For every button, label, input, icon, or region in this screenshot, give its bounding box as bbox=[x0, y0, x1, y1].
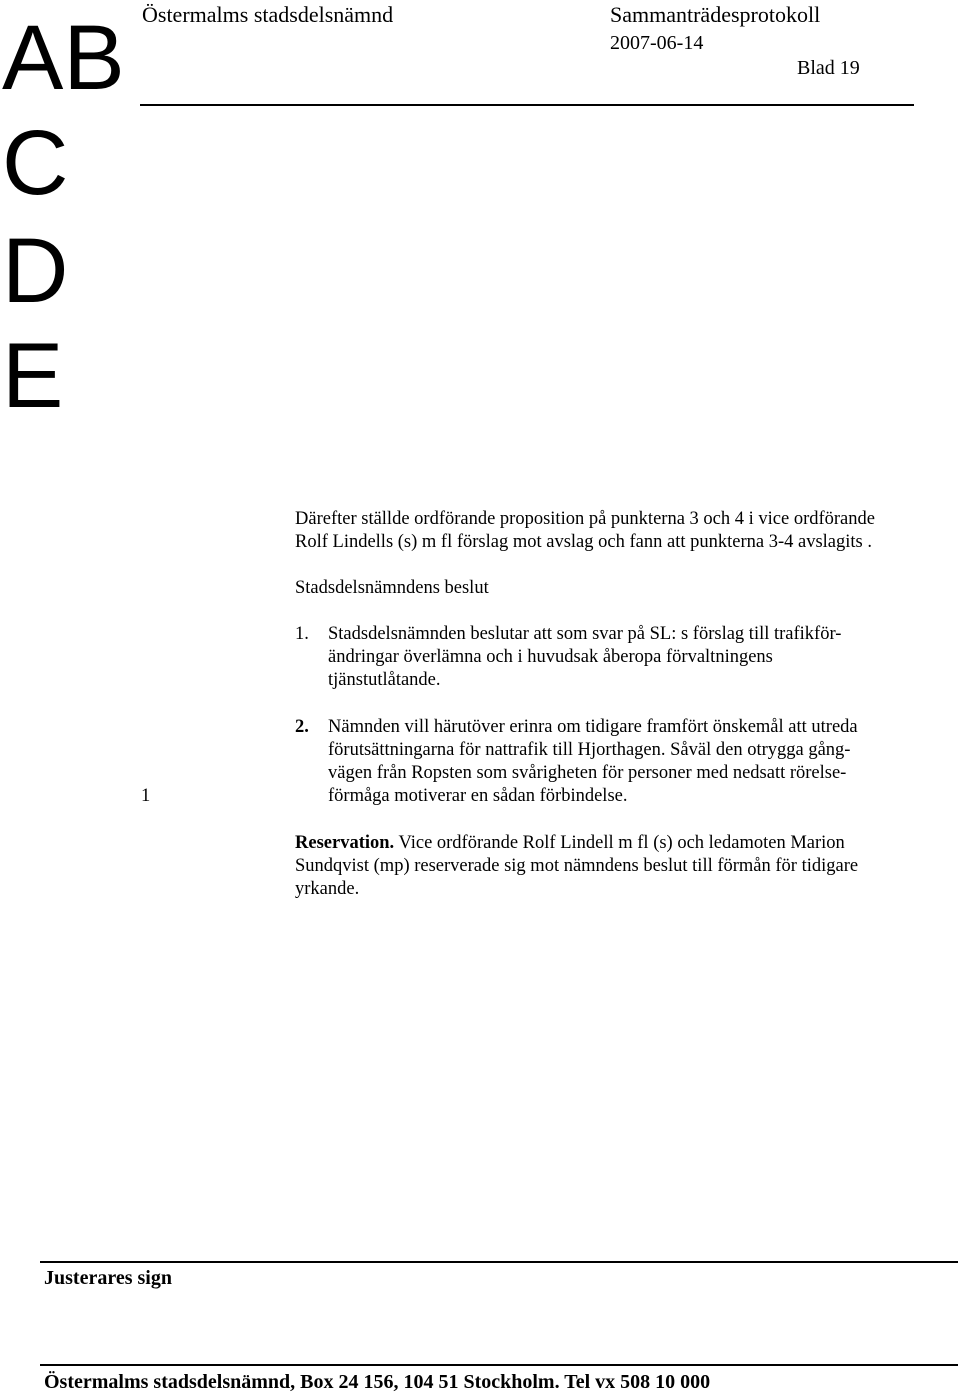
footer-sign-rule bbox=[40, 1261, 958, 1263]
decision-item-2-line-2: förutsättningarna för nattrafik till Hjorthagen. Såväl den otrygga gång- bbox=[328, 740, 851, 760]
decision-item-2 bbox=[295, 716, 915, 808]
decision-item-1-line-1: Stadsdelsnämnden beslutar att som svar på SL: s förslag till trafikför- bbox=[328, 624, 842, 644]
decision-item-1-line-3: tjänstutlåtande. bbox=[328, 670, 441, 690]
footer-address: Östermalms stadsdelsnämnd, Box 24 156, 104 51 Stockholm. Tel vx 508 10 000 bbox=[44, 1371, 711, 1393]
reservation-label: Reservation. bbox=[295, 833, 395, 853]
intro-line-1: Därefter ställde ordförande proposition på punkterna 3 och 4 i vice ordförande bbox=[295, 509, 875, 529]
decision-item-2-line-1: Nämnden vill härutöver erinra om tidigare framfört önskemål att utreda bbox=[328, 717, 858, 737]
header-organization: Östermalms stadsdelsnämnd bbox=[142, 2, 394, 27]
header-page-number: Blad 19 bbox=[797, 57, 860, 79]
margin-letters-ab: AB bbox=[2, 7, 125, 109]
margin-letter-e: E bbox=[2, 325, 64, 427]
reservation-line-2: Sundqvist (mp) reserverade sig mot nämndens beslut till förmån för tidigare bbox=[295, 856, 859, 876]
decision-item-1-number: 1. bbox=[295, 624, 309, 644]
reservation-line-3: yrkande. bbox=[295, 879, 360, 899]
decision-item-2-line-4: förmåga motiverar en sådan förbindelse. bbox=[328, 786, 628, 806]
margin-section-number: 1 bbox=[141, 786, 151, 806]
decision-item-2-line-3: vägen från Ropsten som svårigheten för personer med nedsatt rörelse- bbox=[328, 763, 847, 783]
header-rule bbox=[140, 104, 914, 106]
decision-item-2-number: 2. bbox=[295, 717, 309, 737]
header-date: 2007-06-14 bbox=[610, 32, 704, 54]
intro-line-2: Rolf Lindells (s) m fl förslag mot avslag och fann att punkterna 3-4 avslagits . bbox=[295, 532, 872, 552]
margin-letter-d: D bbox=[2, 220, 69, 322]
decision-item-1 bbox=[295, 623, 915, 692]
reservation-text-start: Vice ordförande Rolf Lindell m fl (s) och ledamoten Marion bbox=[394, 833, 845, 853]
reservation-line-1 bbox=[295, 832, 845, 855]
footer-sign-label: Justerares sign bbox=[44, 1267, 172, 1289]
header-document-type: Sammanträdesprotokoll bbox=[610, 2, 821, 27]
margin-letter-c: C bbox=[2, 112, 69, 214]
decision-item-1-line-2: ändringar överlämna och i huvudsak åberopa förvaltningens bbox=[328, 647, 773, 667]
footer-address-rule bbox=[40, 1364, 958, 1366]
decision-heading: Stadsdelsnämndens beslut bbox=[295, 578, 489, 598]
